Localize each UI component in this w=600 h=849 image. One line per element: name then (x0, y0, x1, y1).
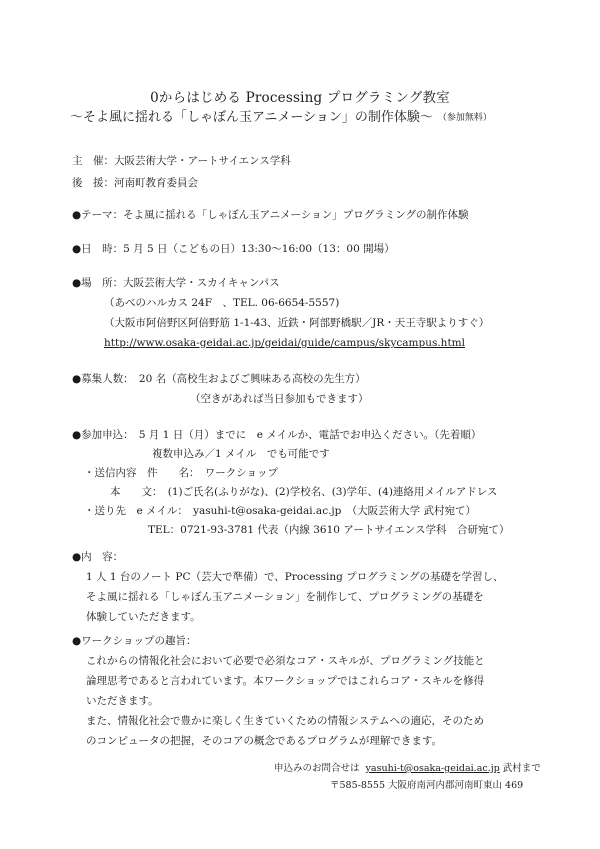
content-line: そよ風に揺れる「しゃぼん玉アニメーション」を制作して、プログラミングの基礎を (86, 591, 484, 603)
apply-subject: ・送信内容 件 名： ワークショップ (84, 467, 279, 479)
capacity-line: ●募集人数： 20 名（高校生およびご興味ある高校の先生方） (72, 373, 366, 385)
free-note: （参加無料） (437, 113, 492, 123)
apply-tel: TEL：0721-93-3781 代表（内線 3610 アートサイエンス学科 合研宛て） (148, 524, 510, 536)
page-subtitle (70, 106, 492, 125)
purpose-line: のコンピュータの把握，そのコアの概念であるプログラムが理解できます。 (86, 735, 443, 747)
page-title: 0からはじめる Processing プログラミング教室 (150, 90, 450, 106)
purpose-heading: ●ワークショップの趣旨： (72, 635, 197, 647)
datetime-line: ●日 時：5 月 5 日（こどもの日）13:30〜16:00（13：00 開場） (72, 243, 395, 255)
content-line: 1 人 1 台のノート PC（芸大で準備）で、Processing プログラミングの基礎を学習し、 (86, 571, 504, 583)
apply-email: ・送り先 e メイル： yasuhi-t@osaka-geidai.ac.jp （大阪芸術大学 武村宛て） (84, 505, 476, 517)
content-heading: ●内 容： (72, 551, 124, 563)
contact-email-link[interactable]: yasuhi-t@osaka-geidai.ac.jp (365, 763, 500, 774)
apply-multiple: 複数申込み／1 メイル でも可能です (152, 448, 330, 460)
capacity-note: （空きがあれば当日参加もできます） (190, 393, 369, 405)
contact-prefix: 申込みのお問合せは (274, 763, 360, 774)
purpose-line: これからの情報化社会において必要で必須なコア・スキルが、プログラミング技能と (86, 655, 485, 667)
organizer-line: 主 催：大阪芸術大学・アートサイエンス学科 (72, 155, 291, 167)
content-line: 体験していただきます。 (86, 611, 201, 623)
subtitle-text: 〜そよ風に揺れる「しゃぼん玉アニメーション」の制作体験〜 (70, 110, 433, 125)
purpose-line: 論理思考であると言われています。本ワークショップではこれらコア・スキルを修得 (86, 675, 485, 687)
place-detail: （あべのハルカス 24F 、TEL. 06-6654-5557) (104, 297, 340, 309)
place-address: （大阪市阿倍野区阿倍野筋 1-1-43、近鉄・阿部野橋駅／JR・天王寺駅よりすぐ） (104, 317, 490, 329)
apply-body: 本 文： (1)ご氏名(ふりがな)、(2)学校名、(3)学年、(4)連絡用メイルアドレス (110, 486, 498, 498)
campus-url-link[interactable]: http://www.osaka-geidai.ac.jp/geidai/guide/campus/skycampus.html (104, 337, 465, 349)
postal-address: 〒585-8555 大阪府南河内郡河南町東山 469 (330, 780, 524, 791)
purpose-line: また、情報化社会で豊かに楽しく生きていくための情報システムへの適応，そのため (86, 715, 484, 727)
contact-suffix: 武村まで (502, 763, 541, 774)
contact-line (274, 760, 541, 774)
purpose-line: いただきます。 (86, 695, 159, 707)
support-line: 後 援：河南町教育委員会 (72, 177, 198, 189)
place-line: ●場 所：大阪芸術大学・スカイキャンパス (72, 277, 280, 289)
theme-line: ●テーマ：そよ風に揺れる「しゃぼん玉アニメーション」プログラミングの制作体験 (72, 209, 469, 221)
apply-line: ●参加申込： 5 月 1 日（月）までに e メイルか、電話でお申込ください。（先着順） (72, 429, 482, 441)
